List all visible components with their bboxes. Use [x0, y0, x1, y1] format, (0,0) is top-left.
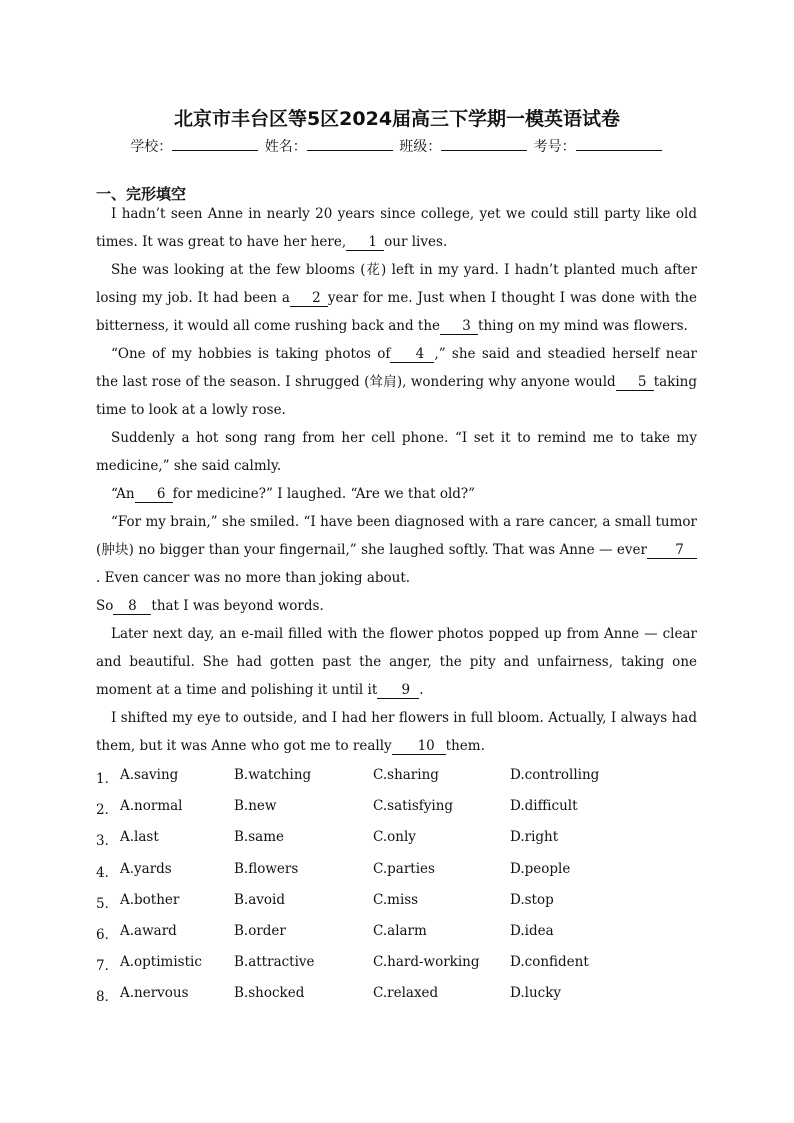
passage-text: . — [419, 682, 424, 698]
option-a[interactable]: A.saving — [120, 767, 179, 783]
passage-text: thing on my mind was flowers. — [478, 318, 688, 334]
option-b[interactable]: B.attractive — [234, 954, 315, 971]
option-d[interactable]: D.people — [510, 860, 571, 877]
passage-text: . — [96, 570, 101, 586]
passage-text: year for me. Just when I thought I was done with the bitterness, it — [96, 290, 697, 334]
answer-options — [96, 765, 696, 1015]
passage-text: Later next day, an e-mail filled with the flower photos popped up from Anne — clear and — [96, 626, 697, 670]
cloze-passage — [96, 200, 697, 760]
passage-text: that I was beyond words. — [151, 598, 324, 614]
paragraph-1 — [96, 200, 697, 256]
option-a[interactable]: A.last — [120, 829, 159, 846]
option-a[interactable]: A.bother — [120, 891, 180, 908]
passage-text: them. — [445, 738, 485, 754]
paragraph-5 — [96, 480, 697, 508]
option-b[interactable]: B.flowers — [234, 860, 299, 877]
passage-text: ,” she said and steadied herself near the last — [96, 346, 697, 390]
blank-7: 7 — [647, 543, 697, 559]
paragraph-7 — [96, 592, 697, 620]
question-row — [96, 859, 696, 890]
question-row — [96, 921, 696, 952]
blank-10: 10 — [392, 739, 446, 755]
option-a[interactable]: A.award — [120, 922, 177, 939]
option-b[interactable]: B.avoid — [234, 891, 285, 908]
name-label: 姓名： — [264, 139, 307, 155]
option-c[interactable]: C.sharing — [373, 767, 439, 783]
question-number: 6． — [96, 926, 119, 943]
question-row — [96, 827, 696, 858]
passage-text: and polishing it until it — [221, 682, 378, 698]
option-c[interactable]: C.miss — [373, 891, 419, 908]
option-b[interactable]: B.same — [234, 829, 284, 846]
blank-2: 2 — [290, 291, 328, 307]
question-row — [96, 796, 696, 827]
option-a[interactable]: A.yards — [120, 860, 172, 877]
class-field[interactable] — [441, 136, 527, 151]
passage-text: She was looking at the few blooms (花) left in my yard. I hadn’t planted much after losing — [96, 262, 697, 306]
blank-5: 5 — [616, 375, 654, 391]
passage-text: “An — [111, 486, 135, 502]
question-number: 3． — [96, 833, 119, 850]
option-a[interactable]: A.normal — [120, 798, 183, 815]
question-number: 2． — [96, 802, 119, 819]
passage-text: Even cancer was no more than joking about. — [104, 570, 411, 586]
passage-text: rose of the season. I shrugged (耸肩), wondering why anyone would — [151, 374, 616, 390]
passage-text: our lives. — [384, 234, 448, 250]
paragraph-4 — [96, 424, 697, 480]
section-title: 一、完形填空 — [96, 185, 187, 203]
question-row — [96, 952, 696, 983]
question-number: 8． — [96, 989, 119, 1006]
option-b[interactable]: B.watching — [234, 767, 312, 783]
passage-text: I shifted my eye to outside, and I had her flowers in full bloom. Actually, I always had — [111, 710, 697, 726]
option-d[interactable]: D.stop — [510, 891, 554, 908]
paragraph-6 — [96, 508, 697, 592]
option-c[interactable]: C.alarm — [373, 922, 427, 939]
option-a[interactable]: A.optimistic — [120, 954, 202, 971]
option-b[interactable]: B.shocked — [234, 985, 305, 1002]
school-field[interactable] — [172, 136, 258, 151]
student-info-fields — [0, 136, 794, 156]
question-row — [96, 983, 696, 1014]
passage-text: beautiful. She had gotten past the anger, the pity and unfairness, taking one moment at a time — [96, 654, 697, 698]
passage-text: I hadn’t seen Anne in nearly 20 years since college, yet we could still party like old times. — [96, 206, 697, 250]
class-label: 班级： — [399, 139, 442, 155]
passage-text: “One of my hobbies is taking photos of — [111, 346, 391, 362]
option-c[interactable]: C.hard-working — [373, 954, 480, 971]
option-c[interactable]: C.only — [373, 829, 416, 846]
passage-text: at a lowly rose. — [181, 402, 286, 418]
passage-text: taking time to look — [96, 374, 698, 418]
paragraph-3 — [96, 340, 697, 424]
option-d[interactable]: D.lucky — [510, 985, 562, 1002]
question-number: 1． — [96, 771, 119, 787]
blank-1: 1 — [346, 235, 384, 251]
passage-text: would all come rushing back and the — [187, 318, 441, 334]
page-title: 北京市丰台区等5区2024届高三下学期一模英语试卷 — [173, 108, 621, 130]
option-d[interactable]: D.right — [510, 829, 559, 846]
option-c[interactable]: C.relaxed — [373, 985, 439, 1002]
blank-6: 6 — [135, 487, 173, 503]
passage-text: them, but it was Anne who got me to really — [96, 738, 392, 754]
paragraph-2 — [96, 256, 697, 340]
option-a[interactable]: A.nervous — [120, 985, 189, 1002]
blank-3: 3 — [440, 319, 478, 335]
blank-9: 9 — [377, 683, 419, 699]
paragraph-8 — [96, 620, 697, 704]
school-label: 学校： — [130, 139, 173, 155]
passage-text: Suddenly a hot song rang from her cell phone. “I set it to remind me to take my medicine,” — [96, 430, 697, 474]
option-b[interactable]: B.order — [234, 922, 286, 939]
passage-text: for medicine?” I laughed. “Are we that old?” — [172, 486, 476, 502]
passage-text: she said calmly. — [173, 458, 282, 474]
passage-text: So — [96, 598, 114, 614]
option-b[interactable]: B.new — [234, 798, 277, 815]
passage-text: “For my brain,” she smiled. “I have been diagnosed with a rare cancer, a small tumor — [111, 514, 697, 530]
id-field[interactable] — [576, 136, 662, 151]
question-row — [96, 890, 696, 921]
blank-4: 4 — [390, 347, 434, 363]
question-number: 4． — [96, 864, 119, 881]
name-field[interactable] — [307, 136, 393, 151]
option-c[interactable]: C.satisfying — [373, 798, 454, 815]
paragraph-9 — [96, 704, 697, 760]
passage-text: my job. It had been a — [141, 290, 290, 306]
option-d[interactable]: D.confident — [510, 954, 589, 971]
question-number: 7． — [96, 958, 119, 975]
option-d[interactable]: D.idea — [510, 922, 554, 939]
option-c[interactable]: C.parties — [373, 860, 435, 877]
question-row — [96, 765, 696, 796]
passage-text: It was great to have her here, — [142, 234, 347, 250]
option-d[interactable]: D.difficult — [510, 798, 578, 815]
option-d[interactable]: D.controlling — [510, 767, 600, 783]
passage-text: (肿块) no bigger than your fingernail,” she laughed softly. That was Anne — ever — [96, 542, 647, 558]
question-number: 5． — [96, 895, 119, 912]
blank-8: 8 — [113, 599, 151, 615]
id-label: 考号： — [533, 139, 576, 155]
